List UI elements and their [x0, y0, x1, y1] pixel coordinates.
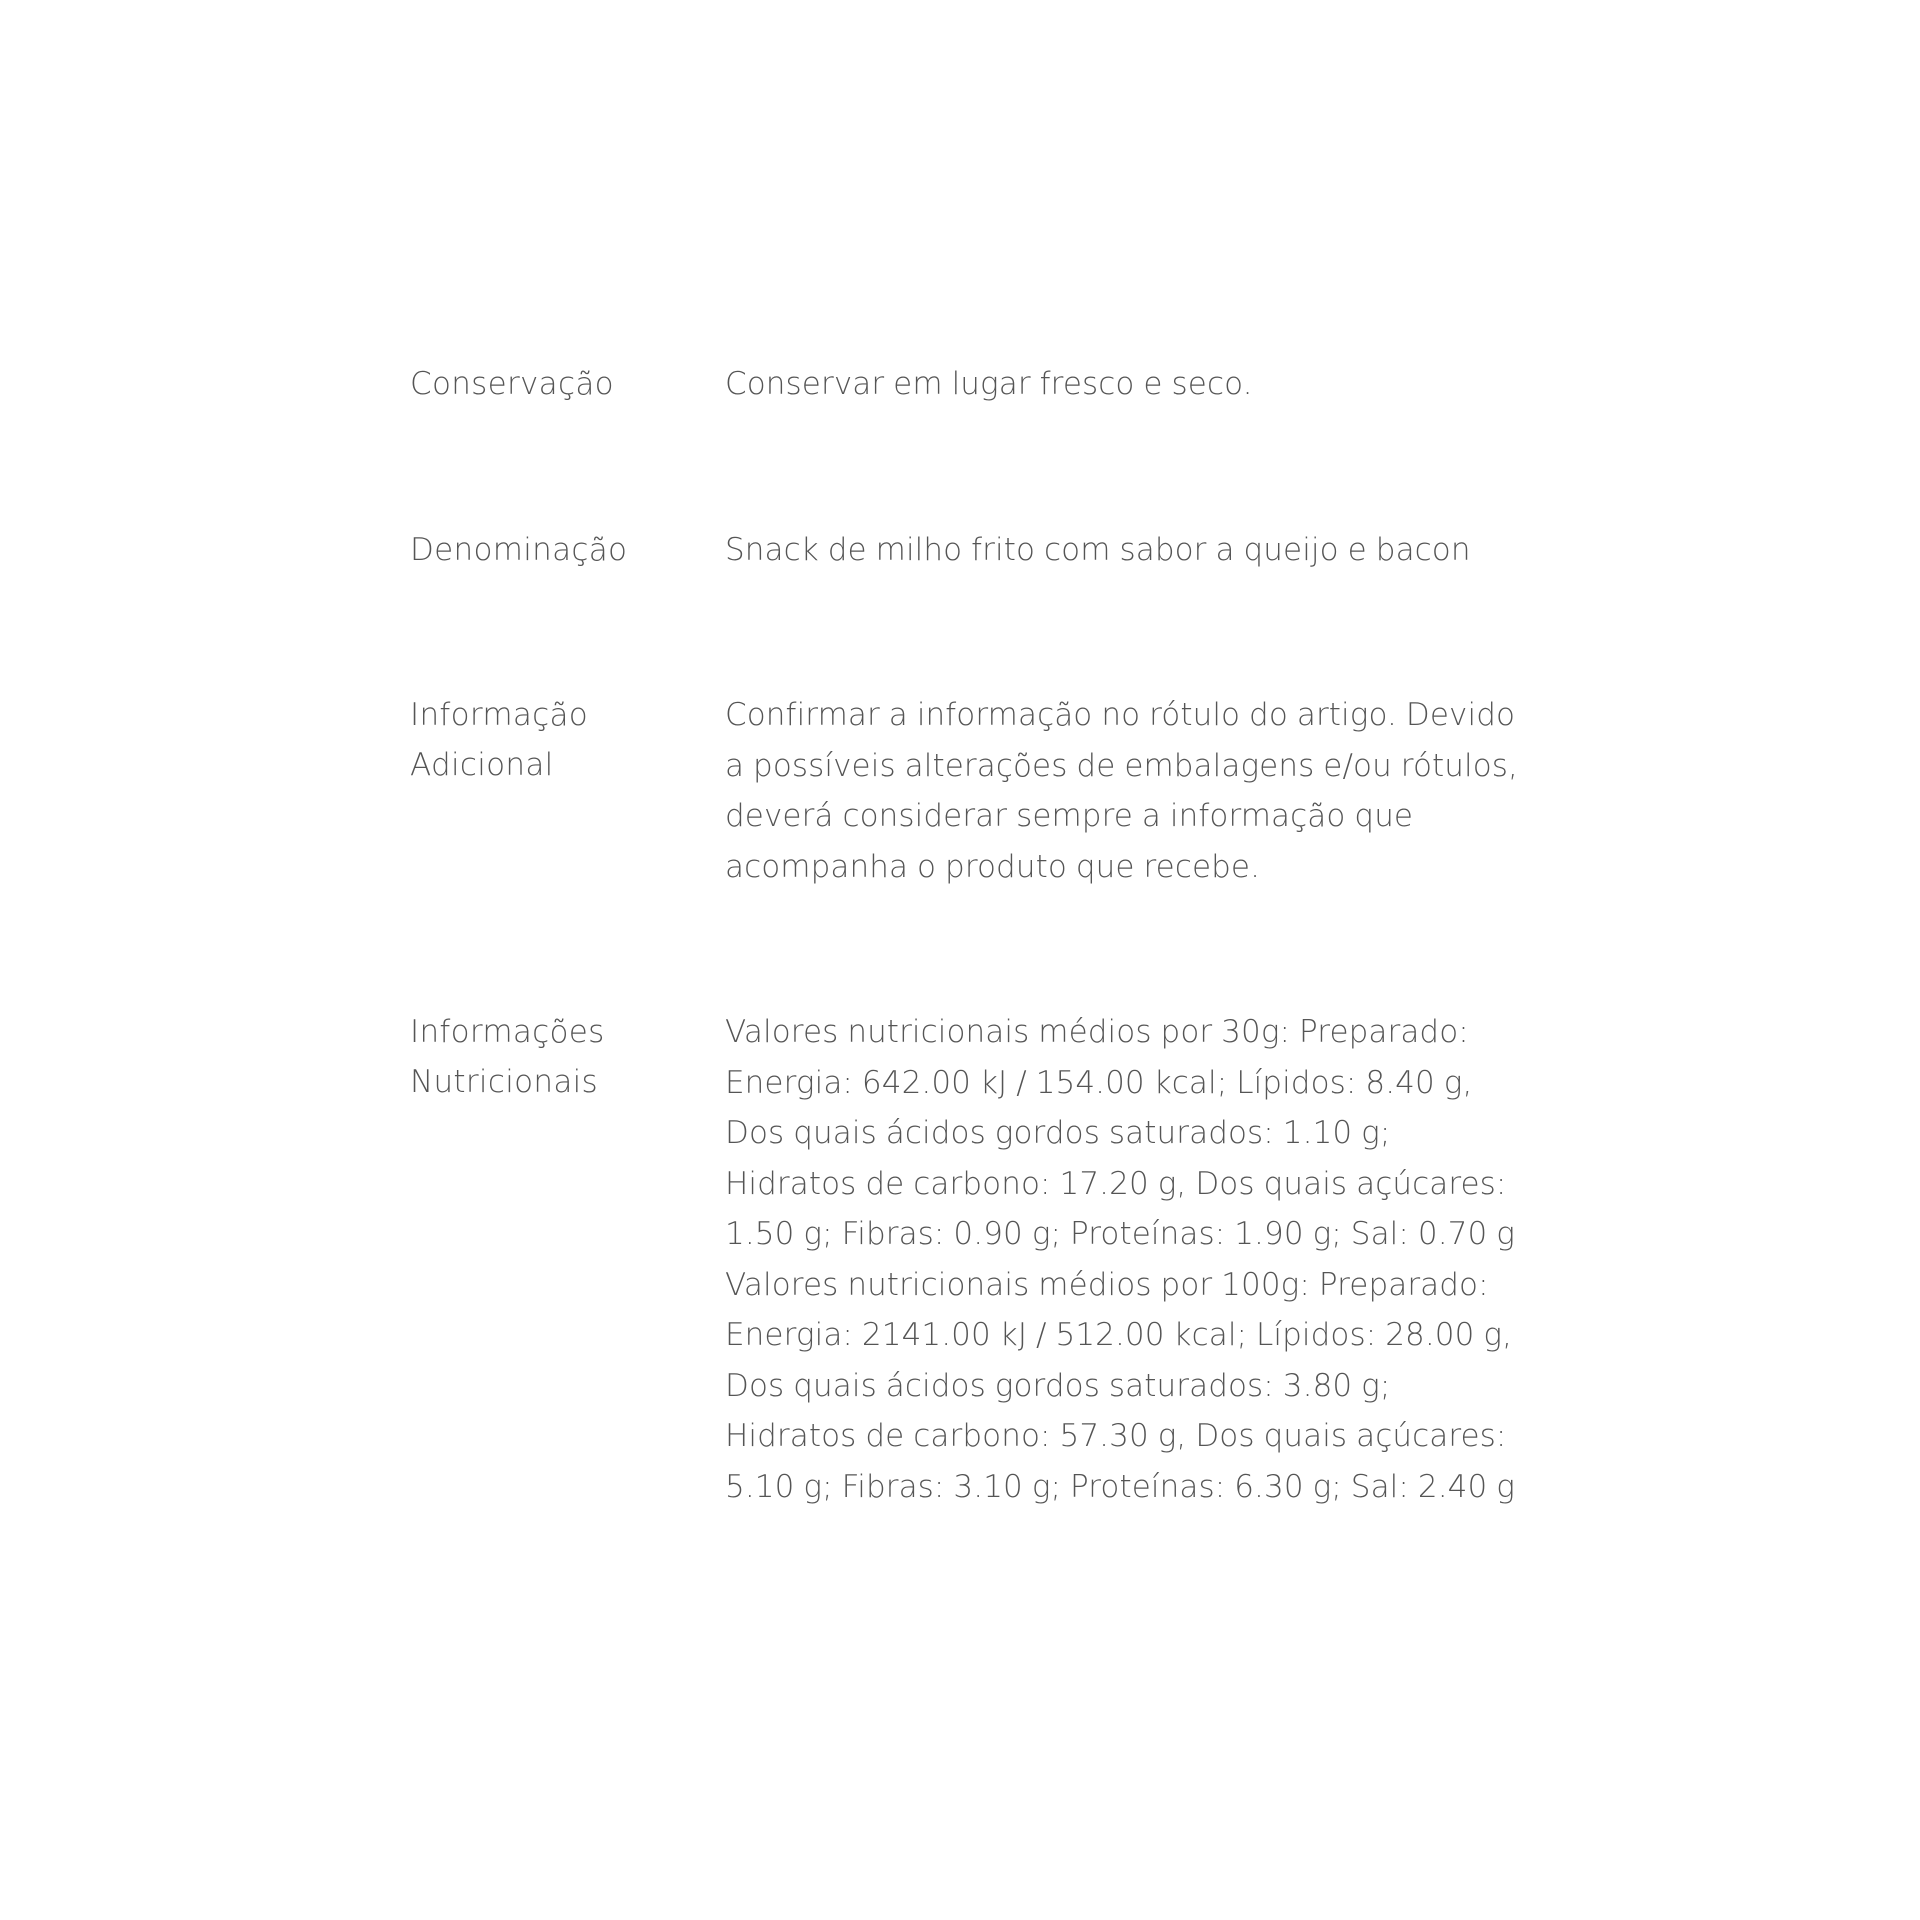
detail-value: Valores nutricionais médios por 30g: Preparado: Energia: 642.00 kJ / 154.00 kcal; Lípidos: 8.40 g, Dos quais ácidos gordos saturados: 1.10 g; Hidratos de carbono: 17.20 g, Dos quais açúcares: 1.50 g; Fibras: 0.90 g; Proteínas: 1.90 g; Sal: 0.70 g Valores nutricionais médios por 100g: Preparado: Energia: 2141.00 kJ / 512.00 kcal; Lípidos: 28.00 g, Dos quais ácidos gordos saturados: 3.80 g; Hidratos de carbono: 57.30 g, Dos quais açúcares: 5.10 g; Fibras: 3.10 g; Proteínas: 6.30 g; Sal: 2.40 g: [725, 1014, 1515, 1505]
detail-label: Denominação: [410, 531, 628, 568]
detail-row-informacao-adicional: [410, 690, 1540, 892]
detail-row-denominacao: [410, 525, 1540, 576]
detail-value: Confirmar a informação no rótulo do artigo. Devido a possíveis alterações de embalagens e/ou rótulos, deverá considerar sempre a informação que acompanha o produto que recebe.: [725, 697, 1518, 885]
detail-label: Informação Adicional: [410, 697, 589, 783]
detail-value: Conservar em lugar fresco e seco.: [725, 366, 1253, 402]
detail-row-informacoes-nutricionais: [410, 1007, 1540, 1512]
detail-label: Conservação: [410, 366, 614, 402]
detail-row-conservacao: [410, 359, 1540, 410]
detail-value: Snack de milho frito com sabor a queijo e bacon: [725, 531, 1471, 568]
detail-label: Informações Nutricionais: [410, 1014, 605, 1100]
product-details-table: [410, 359, 1540, 1627]
